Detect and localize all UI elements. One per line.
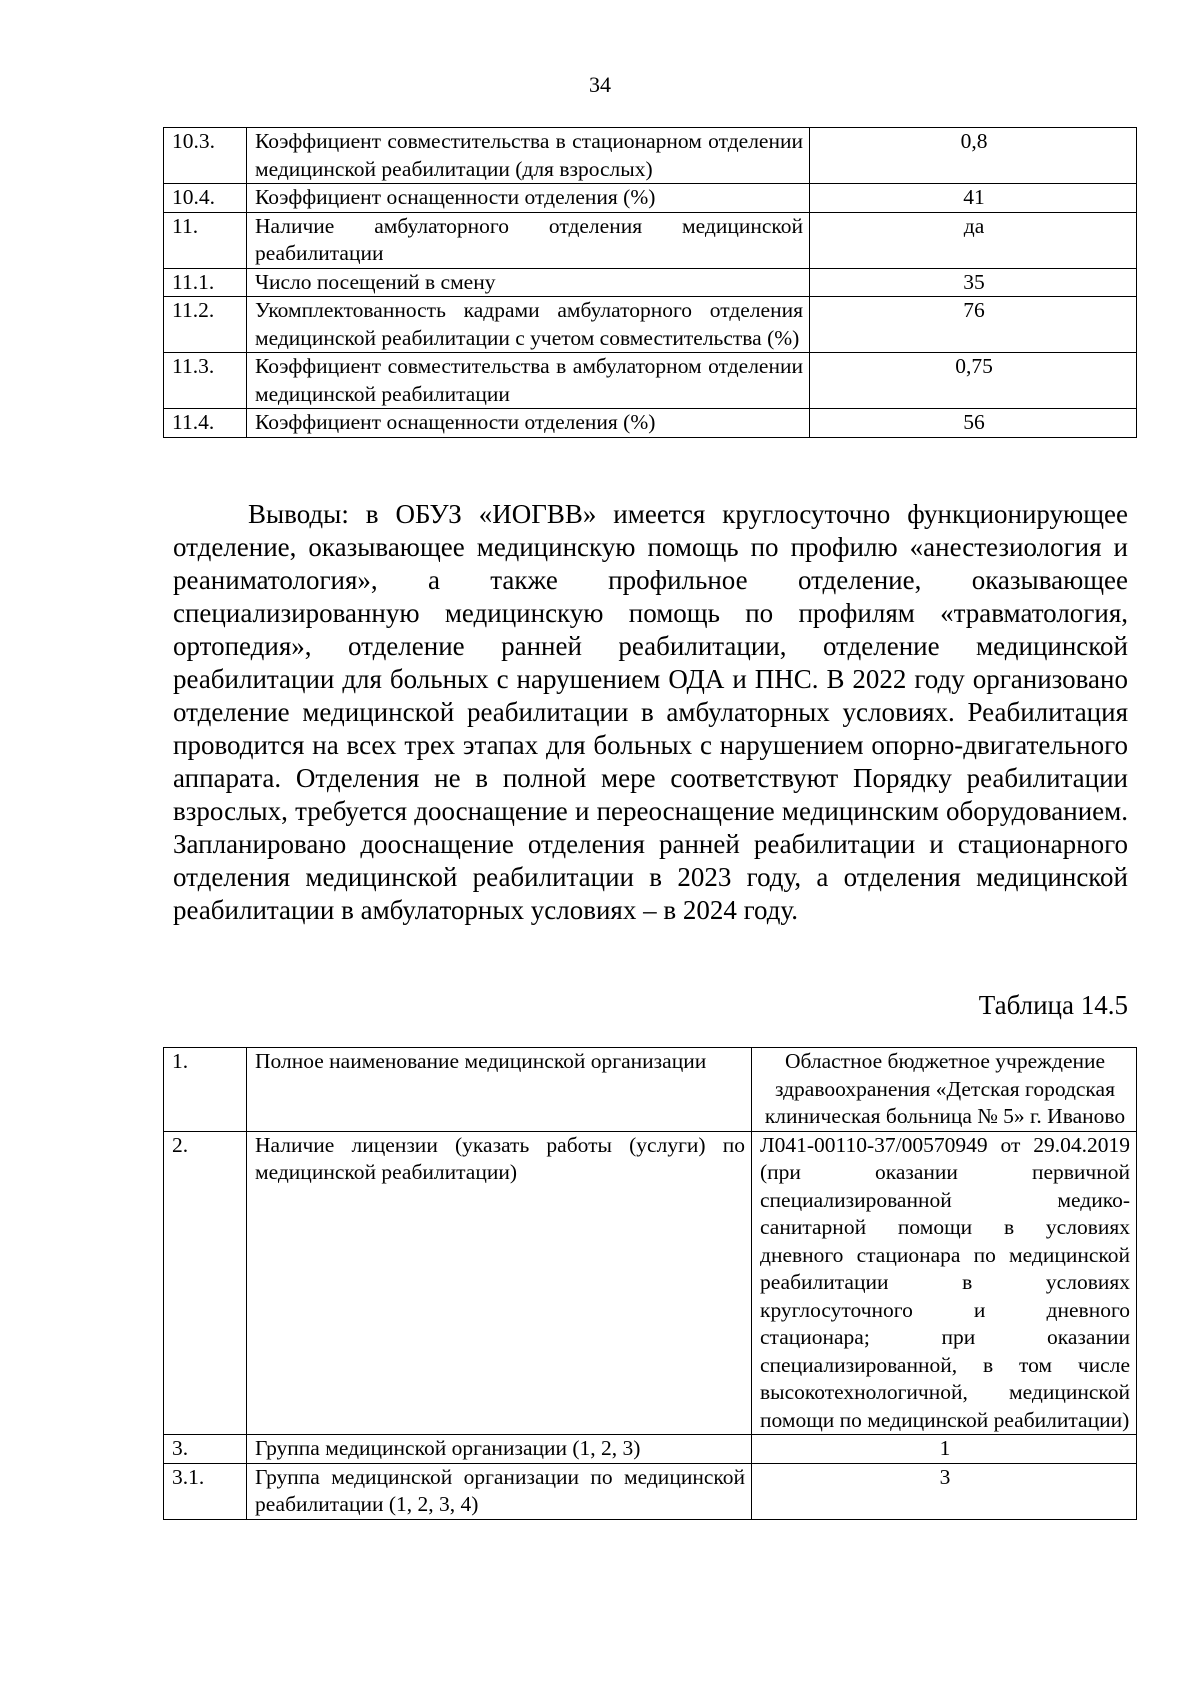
table-row bbox=[164, 1463, 1137, 1519]
row-number: 11.1. bbox=[164, 268, 247, 297]
row-number: 10.3. bbox=[164, 128, 247, 184]
row-description: Группа медицинской организации (1, 2, 3) bbox=[247, 1435, 752, 1464]
row-number: 11.2. bbox=[164, 297, 247, 353]
row-description: Коэффициент совместительства в амбулаторном отделении медицинской реабилитации bbox=[247, 353, 810, 409]
table-row bbox=[164, 1131, 1137, 1435]
table-row bbox=[164, 353, 1137, 409]
row-description: Число посещений в смену bbox=[247, 268, 810, 297]
table-row bbox=[164, 212, 1137, 268]
row-value: 35 bbox=[810, 268, 1137, 297]
row-value: 1 bbox=[752, 1435, 1137, 1464]
conclusions-text: Выводы: в ОБУЗ «ИОГВВ» имеется круглосуточно функционирующее отделение, оказывающее медицинскую помощь по профилю «анестезиология и реаниматология», а также профильное отделение, оказывающее специализированную медицинскую помощь по профилям «травматология, ортопедия», отделение ранней реабилитации, отделение медицинской реабилитации для больных с нарушением ОДА и ПНС. В 2022 году организовано отделение медицинской реабилитации в амбулаторных условиях. Реабилитация проводится на всех трех этапах для больных с нарушением опорно-двигательного аппарата. Отделения не в полной мере соответствуют Порядку реабилитации взрослых, требуется дооснащение и переоснащение медицинским оборудованием. Запланировано дооснащение отделения ранней реабилитации и стационарного отделения медицинской реабилитации в 2023 году, а отделения медицинской реабилитации в амбулаторных условиях – в 2024 году. bbox=[173, 499, 1128, 925]
table-row bbox=[164, 1048, 1137, 1132]
row-value: 3 bbox=[752, 1463, 1137, 1519]
table-row bbox=[164, 128, 1137, 184]
row-value: 0,8 bbox=[810, 128, 1137, 184]
indicators-table bbox=[163, 127, 1137, 438]
row-description: Коэффициент оснащенности отделения (%) bbox=[247, 184, 810, 213]
row-value: да bbox=[810, 212, 1137, 268]
row-number: 3.1. bbox=[164, 1463, 247, 1519]
row-description: Наличие лицензии (указать работы (услуги) по медицинской реабилитации) bbox=[247, 1131, 752, 1435]
table-caption: Таблица 14.5 bbox=[978, 990, 1128, 1020]
table-row bbox=[164, 297, 1137, 353]
row-number: 1. bbox=[164, 1048, 247, 1132]
row-value: 41 bbox=[810, 184, 1137, 213]
organization-table bbox=[163, 1047, 1137, 1520]
row-value: 76 bbox=[810, 297, 1137, 353]
table-row bbox=[164, 1435, 1137, 1464]
row-value: Областное бюджетное учреждение здравоохранения «Детская городская клиническая больница № 5» г. Иваново bbox=[752, 1048, 1137, 1132]
row-number: 2. bbox=[164, 1131, 247, 1435]
table-row bbox=[164, 184, 1137, 213]
row-number: 11.4. bbox=[164, 409, 247, 438]
row-description: Коэффициент совместительства в стационарном отделении медицинской реабилитации (для взрослых) bbox=[247, 128, 810, 184]
row-description: Наличие амбулаторного отделения медицинской реабилитации bbox=[247, 212, 810, 268]
row-description: Укомплектованность кадрами амбулаторного отделения медицинской реабилитации с учетом совместительства (%) bbox=[247, 297, 810, 353]
row-description: Коэффициент оснащенности отделения (%) bbox=[247, 409, 810, 438]
row-number: 11.3. bbox=[164, 353, 247, 409]
table-row bbox=[164, 268, 1137, 297]
table-row bbox=[164, 409, 1137, 438]
row-number: 11. bbox=[164, 212, 247, 268]
row-description: Полное наименование медицинской организации bbox=[247, 1048, 752, 1132]
row-value: 56 bbox=[810, 409, 1137, 438]
conclusions-paragraph bbox=[173, 498, 1128, 927]
row-value: 0,75 bbox=[810, 353, 1137, 409]
row-value: Л041-00110-37/00570949 от 29.04.2019 (при оказании первичной специализированной медико-санитарной помощи в условиях дневного стационара по медицинской реабилитации в условиях круглосуточного и дневного стационара; при оказании специализированной, в том числе высокотехнологичной, медицинской помощи по медицинской реабилитации) bbox=[752, 1131, 1137, 1435]
page-number: 34 bbox=[589, 72, 611, 97]
row-description: Группа медицинской организации по медицинской реабилитации (1, 2, 3, 4) bbox=[247, 1463, 752, 1519]
row-number: 10.4. bbox=[164, 184, 247, 213]
row-number: 3. bbox=[164, 1435, 247, 1464]
